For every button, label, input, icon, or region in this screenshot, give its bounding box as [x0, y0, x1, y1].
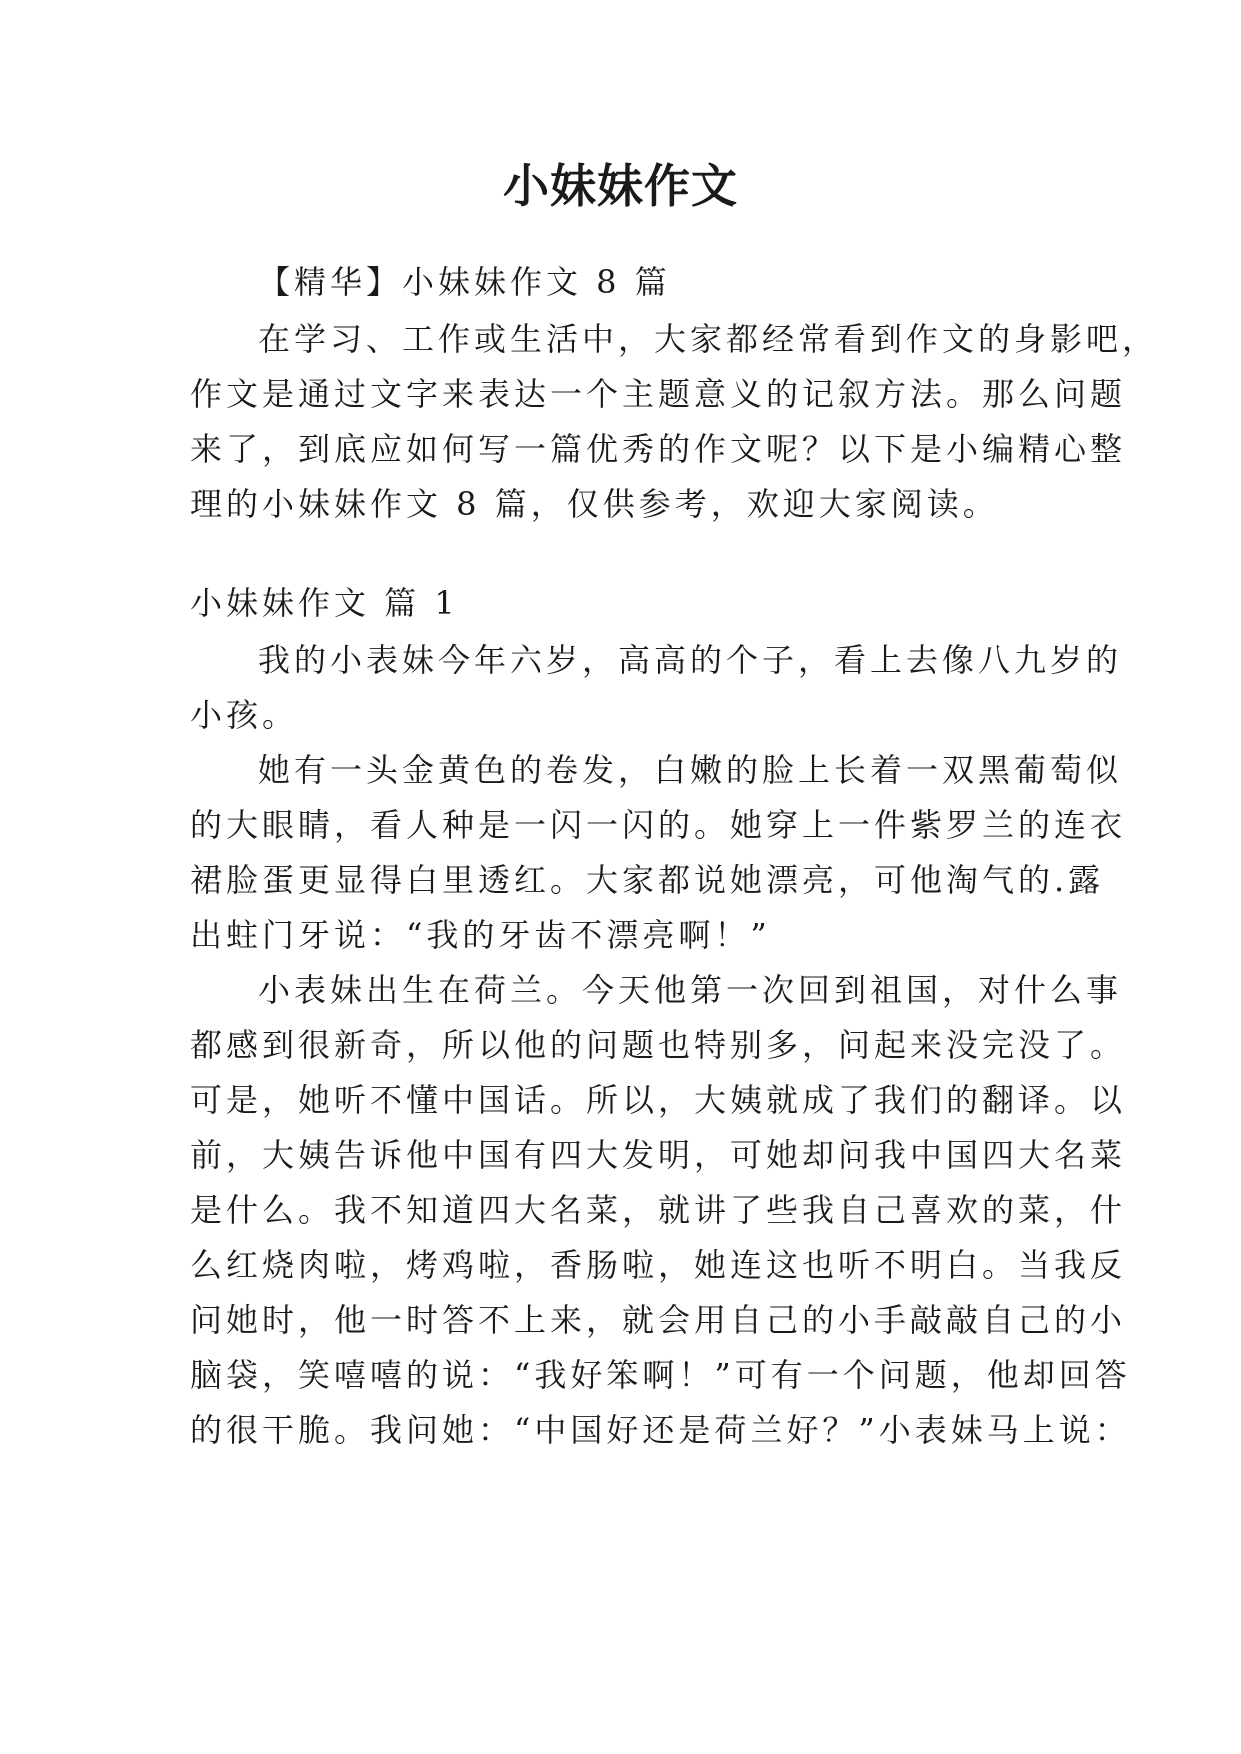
paragraph-line: 小表妹出生在荷兰。今天他第一次回到祖国，对什么事 — [258, 971, 1123, 1009]
paragraph-line: 的大眼睛，看人种是一闪一闪的。她穿上一件紫罗兰的连衣 — [190, 806, 1127, 844]
paragraph-line: 的很干脆。我问她：“中国好还是荷兰好？”小表妹马上说： — [190, 1411, 1131, 1449]
document-title: 小妹妹作文 — [503, 159, 738, 213]
intro-line: 在学习、工作或生活中，大家都经常看到作文的身影吧， — [258, 320, 1159, 358]
intro-line: 作文是通过文字来表达一个主题意义的记叙方法。那么问题 — [190, 375, 1127, 413]
paragraph-line: 都感到很新奇，所以他的问题也特别多，问起来没完没了。 — [190, 1026, 1127, 1064]
paragraph-line: 她有一头金黄色的卷发，白嫩的脸上长着一双黑葡萄似 — [258, 751, 1123, 789]
subtitle: 【精华】小妹妹作文 8 篇 — [258, 263, 671, 301]
paragraph-line: 么红烧肉啦，烤鸡啦，香肠啦，她连这也听不明白。当我反 — [190, 1246, 1127, 1284]
paragraph-line: 可是，她听不懂中国话。所以，大姨就成了我们的翻译。以 — [190, 1081, 1127, 1119]
paragraph-line: 脑袋，笑嘻嘻的说：“我好笨啊！”可有一个问题，他却回答 — [190, 1356, 1131, 1394]
paragraph-line: 我的小表妹今年六岁，高高的个子，看上去像八九岁的 — [258, 641, 1123, 679]
paragraph-line: 裙脸蛋更显得白里透红。大家都说她漂亮，可他淘气的.露 — [190, 861, 1105, 899]
paragraph-line: 出蛀门牙说：“我的牙齿不漂亮啊！” — [190, 916, 771, 954]
paragraph-line: 问她时，他一时答不上来，就会用自己的小手敲敲自己的小 — [190, 1301, 1127, 1339]
paragraph-line: 是什么。我不知道四大名菜，就讲了些我自己喜欢的菜，什 — [190, 1191, 1127, 1229]
intro-line: 来了，到底应如何写一篇优秀的作文呢？以下是小编精心整 — [190, 430, 1127, 468]
section-heading: 小妹妹作文 篇 1 — [190, 584, 459, 622]
paragraph-line: 前，大姨告诉他中国有四大发明，可她却问我中国四大名菜 — [190, 1136, 1127, 1174]
paragraph-line: 小孩。 — [190, 696, 299, 734]
intro-line: 理的小妹妹作文 8 篇，仅供参考，欢迎大家阅读。 — [190, 485, 999, 523]
